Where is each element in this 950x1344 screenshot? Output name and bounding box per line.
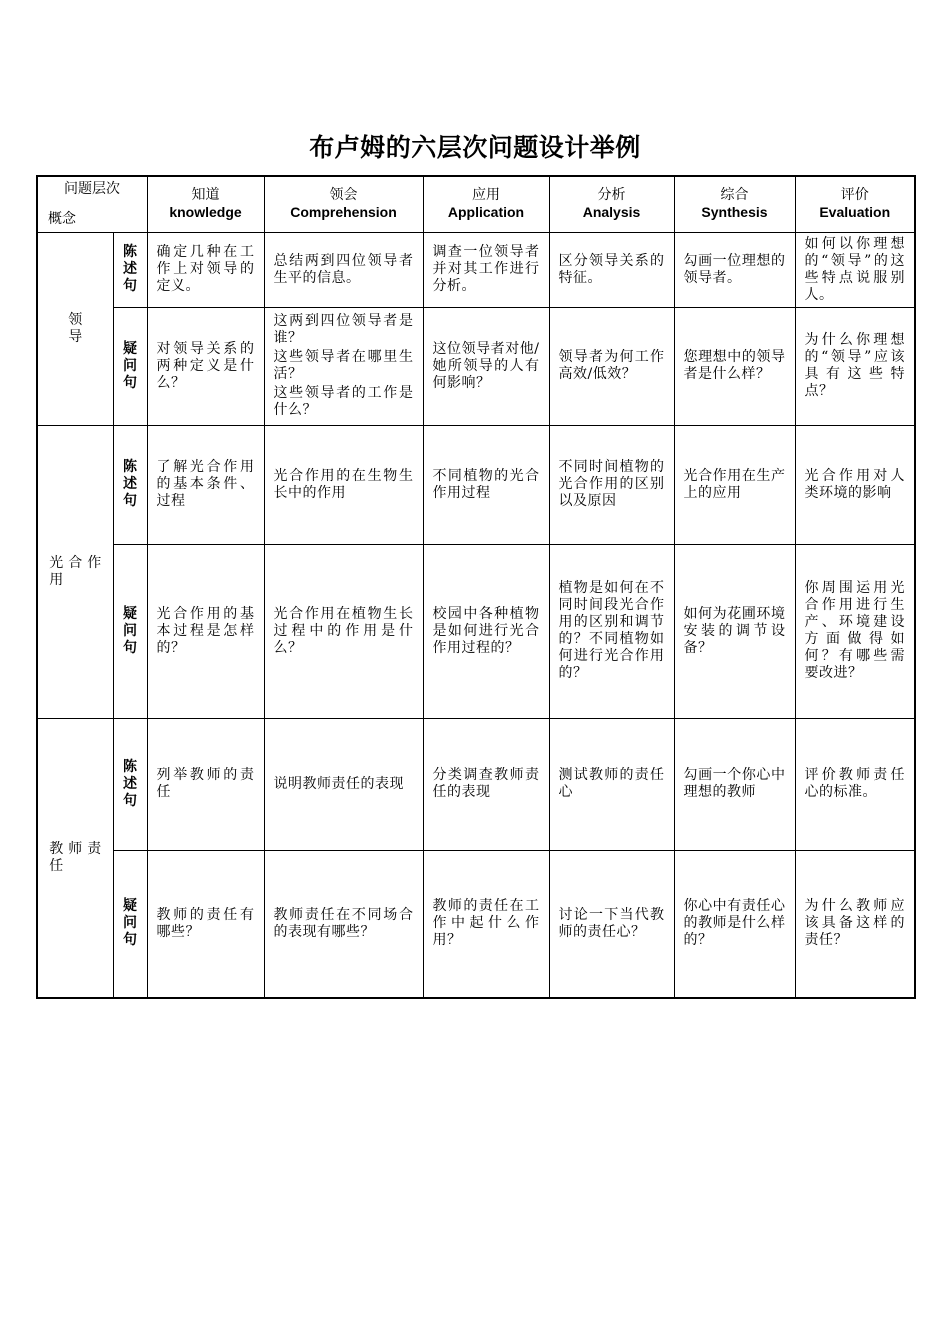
level-header-synthesis: 综合 Synthesis [674,176,795,232]
cell-text: 教师的责任有哪些？ [156,906,255,940]
cell-text: 你周围运用光合作用进行生产、环境建设方面做得如何？有哪些需要改进？ [804,580,905,681]
cell-text: 光合作用在植物生长过程中的作用是什么？ [273,605,414,656]
cell-text: 这两到四位领导者是谁？ [273,313,414,346]
question-cell [795,544,915,718]
cell-text: 不同植物的光合作用过程 [432,467,540,501]
cell-text: 教师责任在不同场合的表现有哪些？ [273,906,414,940]
sentence-type-statement [113,425,147,544]
cell-text: 测试教师的责任心 [558,767,665,800]
question-cell [795,850,915,998]
level-header-knowledge: 知道 knowledge [147,176,264,232]
concept-name-cell [37,718,113,998]
page-title: 布卢姆的六层次问题设计举例 [309,133,641,162]
sentence-type-statement [113,232,147,307]
cell-text: 为什么你理想的“领导”应该具有这些特点？ [804,332,905,399]
cell-text: 这位领导者对他/她所领导的人有何影响？ [432,340,540,391]
cell-text: 不同时间植物的光合作用的区别以及原因 [558,459,665,509]
question-cell [549,307,674,425]
cell-text: 列举教师的责任 [156,767,255,800]
concept-0-question-row [37,307,915,425]
question-cell [147,850,264,998]
concept-name-cell [37,232,113,425]
question-cell [423,544,549,718]
cell-text: 这些领导者在哪里生活？ [273,349,414,382]
corner-label-levels: 问题层次 [64,181,120,197]
question-cell [423,425,549,544]
cell-text: 评价教师责任心的标准。 [804,767,905,800]
question-cell [549,544,674,718]
cell-text: 总结两到四位领导者生平的信息。 [273,252,414,286]
level-header-comprehension: 领会 Comprehension [264,176,423,232]
question-cell [147,718,264,850]
sentence-type-label: 疑问句 [123,605,137,656]
question-cell [795,307,915,425]
cell-text: 植物是如何在不同时间段光合作用的区别和调节的？不同植物如何进行光合作用的？ [558,580,665,681]
cell-text: 您理想中的领导者是什么样？ [683,349,786,382]
cell-text: 勾画一个你心中理想的教师 [683,767,786,800]
question-cell [147,307,264,425]
cell-text: 光合作用在生产上的应用 [683,467,786,501]
question-cell [795,718,915,850]
question-cell [264,850,423,998]
cell-text: 这些领导者的工作是什么？ [273,385,414,418]
cell-text: 光合作用对人类环境的影响 [804,467,905,501]
cell-text: 说明教师责任的表现 [273,775,404,792]
question-cell [264,425,423,544]
sentence-type-label: 陈述句 [123,758,137,809]
question-cell [264,307,423,425]
question-cell [674,544,795,718]
cell-text: 光合作用的在生物生长中的作用 [273,467,414,501]
question-cell [147,544,264,718]
cell-text: 对领导关系的两种定义是什么？ [156,340,255,391]
question-cell [674,718,795,850]
sentence-type-label: 疑问句 [123,898,137,949]
question-cell [147,232,264,307]
question-cell [674,307,795,425]
cell-text: 了解光合作用的基本条件、过程 [156,459,255,509]
question-cell [423,307,549,425]
concept-2-statement-row [37,718,915,850]
cell-text: 如何以你理想的“领导”的这些特点说服别人。 [804,235,905,303]
level-header-application: 应用 Application [423,176,549,232]
cell-text: 调查一位领导者并对其工作进行分析。 [432,244,540,294]
level-header-evaluation: 评价 Evaluation [795,176,915,232]
cell-text: 领导者为何工作高效/低效？ [558,349,665,382]
cell-text: 分类调查教师责任的表现 [432,767,540,800]
concept-name-cell [37,425,113,718]
cell-text: 光合作用的基本过程是怎样的？ [156,605,255,656]
sentence-type-label: 陈述句 [123,244,137,294]
question-cell [264,544,423,718]
sentence-type-label: 陈述句 [123,459,137,509]
concept-name: 领导 [68,311,83,345]
question-cell [423,232,549,307]
cell-text: 你心中有责任心的教师是什么样的？ [683,898,786,949]
question-cell [549,718,674,850]
cell-text: 校园中各种植物是如何进行光合作用过程的？ [432,605,540,656]
concept-0-statement-row [37,232,915,307]
bloom-question-table [36,175,916,999]
question-cell [674,850,795,998]
corner-label-concept: 概念 [48,210,76,227]
question-cell [549,850,674,998]
sentence-type-question [113,307,147,425]
sentence-type-question [113,544,147,718]
cell-text: 确定几种在工作上对领导的定义。 [156,244,255,294]
corner-cell [37,176,147,232]
sentence-type-statement [113,718,147,850]
level-header-analysis: 分析 Analysis [549,176,674,232]
question-cell [795,232,915,307]
header-row [37,176,915,232]
question-cell [264,718,423,850]
sentence-type-label: 疑问句 [123,340,137,391]
cell-text: 如何为花圃环境安装的调节设备？ [683,605,786,656]
question-cell [423,850,549,998]
sentence-type-question [113,850,147,998]
concept-1-question-row [37,544,915,718]
question-cell [147,425,264,544]
question-cell [264,232,423,307]
cell-text: 区分领导关系的特征。 [558,252,665,286]
question-cell [423,718,549,850]
question-cell [549,425,674,544]
question-cell [795,425,915,544]
concept-1-statement-row [37,425,915,544]
question-cell [674,425,795,544]
concept-name: 教师责任 [49,840,102,874]
cell-text: 为什么教师应该具备这样的责任？ [804,898,905,949]
concept-2-question-row [37,850,915,998]
cell-text: 勾画一位理想的领导者。 [683,252,786,286]
cell-text: 讨论一下当代教师的责任心？ [558,906,665,940]
question-cell [549,232,674,307]
cell-text: 教师的责任在工作中起什么作用？ [432,898,540,949]
question-cell [674,232,795,307]
concept-name: 光合作用 [49,554,102,588]
